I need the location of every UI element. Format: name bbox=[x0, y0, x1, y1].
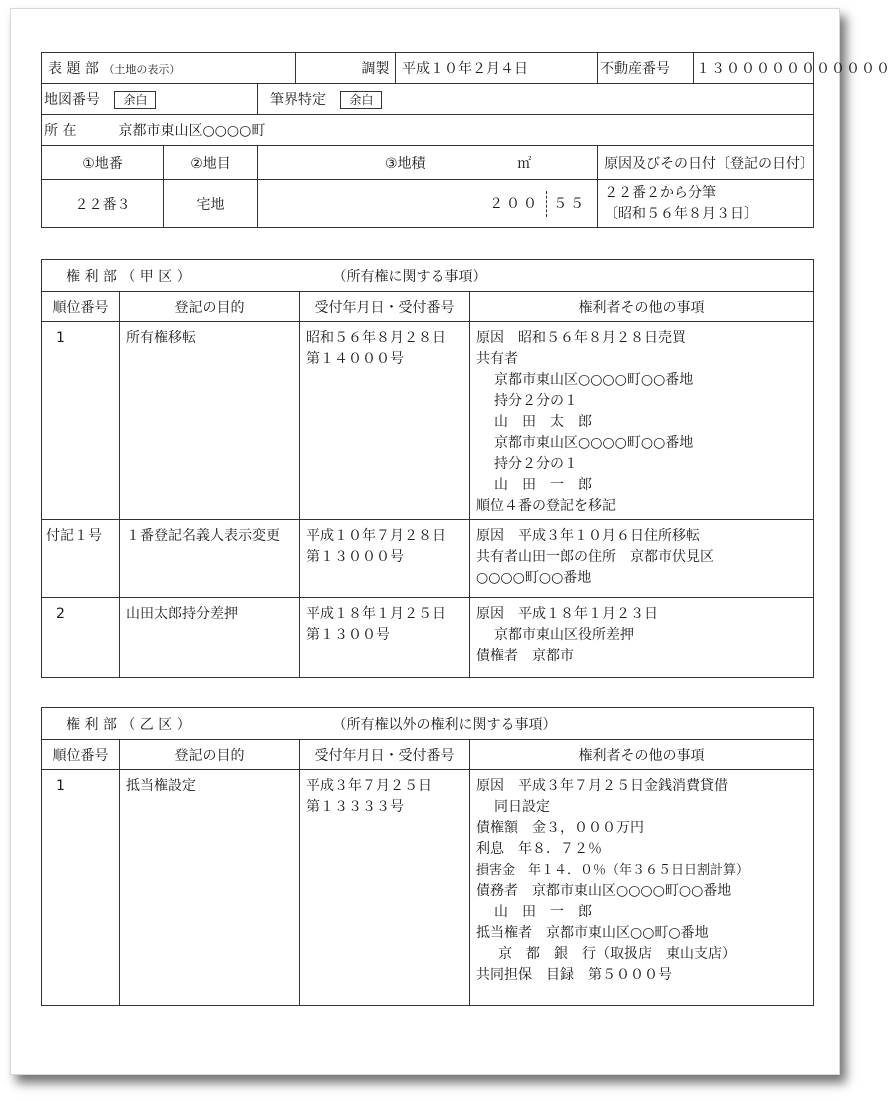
date-value: 昭和５６年８月２８日 bbox=[306, 330, 446, 346]
details-cell bbox=[470, 322, 814, 520]
cause-line-1: ２２番２から分筆 bbox=[604, 184, 717, 201]
detail-line: 抵当権者 京都市東山区○○町○番地 bbox=[476, 925, 709, 941]
header-unit: ㎡ bbox=[452, 146, 598, 180]
otsuku-title: 権 利 部 （ 乙 区 ） bbox=[66, 716, 191, 733]
chizu-cell bbox=[42, 84, 258, 115]
otsuku-table bbox=[41, 707, 814, 1006]
date-value: 平成１８年１月２５日 bbox=[306, 606, 446, 622]
detail-line: 山 田 一 郎 bbox=[494, 904, 592, 920]
detail-line: 持分２分の１ bbox=[494, 393, 578, 409]
kouku-header-details: 権利者その他の事項 bbox=[470, 292, 814, 322]
detail-line: 債務者 京都市東山区○○○○町○○番地 bbox=[476, 883, 732, 899]
chizu-label: 地図番号 bbox=[44, 92, 100, 108]
date-cell bbox=[300, 322, 470, 520]
date-cell bbox=[300, 520, 470, 598]
otsuku-header-details: 権利者その他の事項 bbox=[470, 740, 814, 770]
header-chiseki: ③地積 bbox=[258, 146, 452, 180]
hikkai-value: 余白 bbox=[340, 91, 382, 109]
detail-line: 京 都 銀 行（取扱店 東山支店） bbox=[498, 946, 736, 962]
date-value: 平成１０年７月２８日 bbox=[306, 528, 446, 544]
otsuku-title-cell bbox=[42, 708, 814, 740]
purpose-value: 山田太郎持分差押 bbox=[120, 598, 300, 678]
date-cell bbox=[300, 770, 470, 1006]
detail-line: 原因 平成３年７月２５日金銭消費貸借 bbox=[476, 778, 728, 794]
detail-line: 持分２分の１ bbox=[494, 456, 578, 472]
details-cell bbox=[470, 598, 814, 678]
kouku-subtitle: （所有権に関する事項） bbox=[332, 268, 487, 285]
detail-line: 原因 平成１８年１月２３日 bbox=[476, 606, 658, 622]
hyodai-title-cell bbox=[42, 53, 296, 84]
decimal-divider bbox=[546, 191, 547, 217]
detail-line: 京都市東山区役所差押 bbox=[494, 627, 634, 643]
hikkai-cell bbox=[258, 84, 814, 115]
detail-line: ○○○○町○○番地 bbox=[476, 570, 592, 586]
details-cell bbox=[470, 770, 814, 1006]
number-value: 第１３３３３号 bbox=[306, 799, 404, 815]
area-int: ２００ bbox=[489, 195, 541, 212]
purpose-value: １番登記名義人表示変更 bbox=[120, 520, 300, 598]
detail-line: 原因 昭和５６年８月２８日売買 bbox=[476, 330, 686, 346]
otsuku-header-rank: 順位番号 bbox=[42, 740, 120, 770]
header-cause: 原因及びその日付〔登記の日付〕 bbox=[598, 146, 814, 180]
detail-line: 原因 平成３年１０月６日住所移転 bbox=[476, 528, 700, 544]
detail-line: 山 田 一 郎 bbox=[494, 477, 592, 493]
chiban-value: ２２番３ bbox=[42, 180, 164, 228]
purpose-value: 抵当権設定 bbox=[120, 770, 300, 1006]
detail-line: 債権額 金３，０００万円 bbox=[476, 820, 644, 836]
rank-value: 1 bbox=[42, 770, 120, 1006]
number-value: 第１３０００号 bbox=[306, 549, 404, 565]
detail-line: 共同担保 目録 第５０００号 bbox=[476, 967, 672, 983]
header-chiban: ①地番 bbox=[42, 146, 164, 180]
detail-line: 損害金 年１４．０％（年３６５日日割計算） bbox=[476, 863, 750, 878]
hyodai-subtitle: （土地の表示） bbox=[103, 63, 181, 76]
shozai-value: 京都市東山区○○○○町 bbox=[118, 123, 266, 139]
kouku-table bbox=[41, 259, 814, 678]
kouku-header-date: 受付年月日・受付番号 bbox=[300, 292, 470, 322]
chiseki-cell bbox=[258, 180, 598, 228]
header-chimoku: ②地目 bbox=[164, 146, 258, 180]
detail-line: 京都市東山区○○○○町○○番地 bbox=[494, 372, 694, 388]
rank-value: 2 bbox=[42, 598, 120, 678]
hikkai-label: 筆界特定 bbox=[270, 92, 326, 108]
rank-value: 付記１号 bbox=[42, 520, 120, 598]
otsuku-header-date: 受付年月日・受付番号 bbox=[300, 740, 470, 770]
detail-line: 山 田 太 郎 bbox=[494, 414, 592, 430]
detail-line: 順位４番の登記を移記 bbox=[476, 498, 616, 514]
table-row bbox=[42, 520, 814, 598]
detail-line: 同日設定 bbox=[494, 799, 550, 815]
chimoku-value: 宅地 bbox=[164, 180, 258, 228]
number-value: 第１４０００号 bbox=[306, 351, 404, 367]
fudosan-label: 不動産番号 bbox=[598, 53, 694, 84]
detail-line: 共有者山田一郎の住所 京都市伏見区 bbox=[476, 549, 714, 565]
area-dec: ５５ bbox=[553, 195, 588, 212]
kouku-title-cell bbox=[42, 260, 814, 292]
details-cell bbox=[470, 520, 814, 598]
table-row bbox=[42, 598, 814, 678]
otsuku-subtitle: （所有権以外の権利に関する事項） bbox=[332, 716, 557, 733]
detail-line: 債権者 京都市 bbox=[476, 648, 574, 664]
detail-line: 京都市東山区○○○○町○○番地 bbox=[494, 435, 694, 451]
kouku-header-purpose: 登記の目的 bbox=[120, 292, 300, 322]
purpose-value: 所有権移転 bbox=[120, 322, 300, 520]
chizu-value: 余白 bbox=[114, 91, 156, 109]
rank-value: 1 bbox=[42, 322, 120, 520]
date-cell bbox=[300, 598, 470, 678]
document-page bbox=[10, 8, 891, 1075]
otsuku-header-purpose: 登記の目的 bbox=[120, 740, 300, 770]
table-row bbox=[42, 322, 814, 520]
chosei-label: 調製 bbox=[296, 53, 396, 84]
kouku-header-rank: 順位番号 bbox=[42, 292, 120, 322]
cause-line-2: 〔昭和５６年８月３日〕 bbox=[604, 205, 759, 222]
detail-line: 利息 年８．７２％ bbox=[476, 841, 602, 857]
hyodai-title: 表 題 部 bbox=[48, 61, 99, 77]
kouku-title: 権 利 部 （ 甲 区 ） bbox=[66, 268, 191, 285]
fudosan-number: １３０００００００００００ bbox=[694, 53, 814, 84]
table-row bbox=[42, 770, 814, 1006]
shozai-label: 所 在 bbox=[44, 123, 77, 139]
chosei-date: 平成１０年２月４日 bbox=[396, 53, 598, 84]
shozai-cell bbox=[42, 115, 814, 146]
number-value: 第１３００号 bbox=[306, 627, 390, 643]
date-value: 平成３年７月２５日 bbox=[306, 778, 432, 794]
detail-line: 共有者 bbox=[476, 351, 518, 367]
hyodai-table bbox=[41, 52, 891, 228]
cause-cell bbox=[598, 180, 814, 228]
